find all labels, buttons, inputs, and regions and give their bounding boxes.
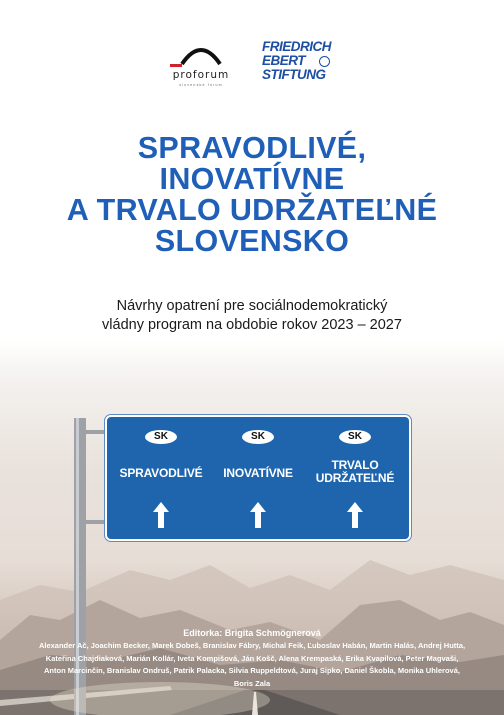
proforum-name: proforum bbox=[172, 69, 230, 81]
title-line-2: INOVATÍVNE bbox=[159, 162, 345, 196]
proforum-tagline: slovenské fórum bbox=[179, 83, 223, 87]
road-sign bbox=[105, 415, 411, 541]
subtitle-line-2: vládny program na obdobie rokov 2023 – 2027 bbox=[102, 317, 402, 333]
globe-icon bbox=[319, 56, 330, 67]
title-line-3: A TRVALO UDRŽATEĽNÉ bbox=[66, 193, 438, 227]
document-title bbox=[0, 133, 504, 257]
title-line-1: SPRAVODLIVÉ, bbox=[137, 131, 367, 165]
sk-badge: SK bbox=[242, 430, 274, 444]
fes-logo bbox=[262, 40, 342, 82]
sign-label bbox=[295, 459, 415, 485]
arrow-up-icon bbox=[249, 501, 267, 529]
sign-column-inovativne bbox=[208, 417, 308, 539]
fes-line-2: EBERT bbox=[262, 53, 306, 68]
authors-list: Alexander Ač, Joachim Becker, Marek Dobeš, Branislav Fábry, Michal Feik, Ľuboslav Habán, Martin Halás, Andrej Hutta, Kateřina Chajdiaková, Marián Kollár, Iveta Kompišová, Ján Košč, Alena Krempaská, Erika Kvapilová, Peter Magvaši, Anton Marcinčin, Branislav Ondruš, Patrik Palacka, Silvia Ruppeldtová, Juraj Sipko, Daniel Škobla, Monika Uhlerová, Boris Zala bbox=[38, 641, 466, 688]
sign-label-line: UDRŽATEĽNÉ bbox=[315, 471, 395, 485]
sign-label-line: TRVALO bbox=[331, 458, 379, 472]
arrow-up-icon bbox=[152, 501, 170, 529]
editors-credit: Editorka: Brigita Schmögnerová bbox=[183, 628, 321, 638]
sign-label-line: INOVATÍVNE bbox=[223, 466, 293, 480]
title-line-4: SLOVENSKO bbox=[154, 224, 350, 258]
proforum-logo bbox=[160, 40, 242, 90]
fes-line-1: FRIEDRICH bbox=[262, 39, 331, 54]
fes-line-3: STIFTUNG bbox=[262, 67, 326, 82]
arrow-up-icon bbox=[346, 501, 364, 529]
sign-column-spravodlive bbox=[111, 417, 211, 539]
document-subtitle bbox=[0, 297, 504, 335]
subtitle-line-1: Návrhy opatrení pre sociálnodemokratický bbox=[116, 298, 388, 314]
proforum-arch-icon bbox=[160, 40, 242, 70]
sign-label-line: SPRAVODLIVÉ bbox=[119, 466, 203, 480]
sign-column-trvalo-udrzatelne bbox=[305, 417, 405, 539]
sk-badge: SK bbox=[145, 430, 177, 444]
sk-badge: SK bbox=[339, 430, 371, 444]
